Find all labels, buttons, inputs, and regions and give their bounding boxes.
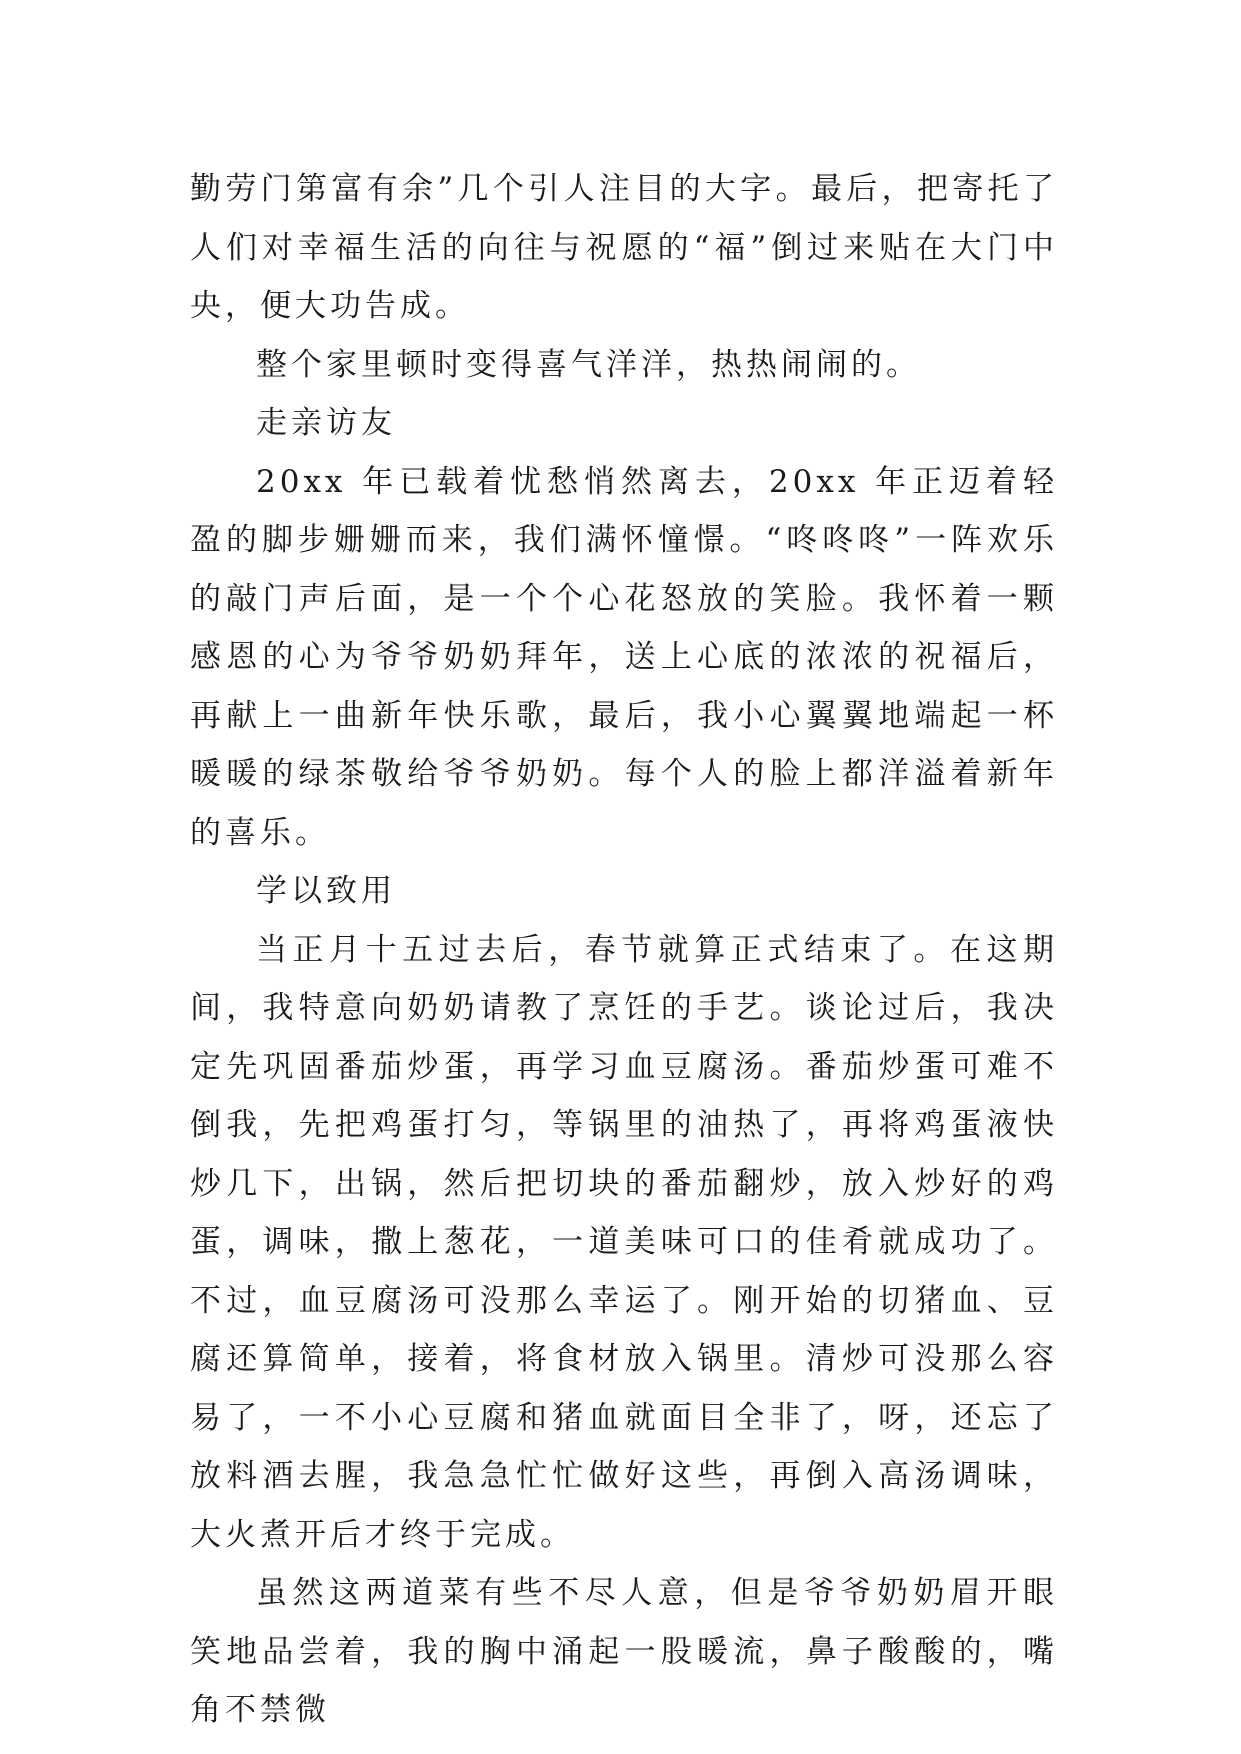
paragraph-reflection: 虽然这两道菜有些不尽人意，但是爷爷奶奶眉开眼笑地品尝着，我的胸中涌起一股暖流，鼻子酸酸的，嘴角不禁微 [190, 1575, 1058, 1728]
paragraph-visiting: 20xx 年已载着忧愁悄然离去，20xx 年正迈着轻盈的脚步姗姗而来，我们满怀憧憬。“咚咚咚”一阵欢乐的敲门声后面，是一个个心花怒放的笑脸。我怀着一颗感恩的心为爷爷奶奶拜年，送上心底的浓浓的祝福后，再献上一曲新年快乐歌，最后，我小心翼翼地端起一杯暖暖的绿茶敬给爷爷奶奶。每个人的脸上都洋溢着新年的喜乐。 [190, 463, 1058, 851]
document-body [190, 160, 1058, 1740]
paragraph-cooking: 当正月十五过去后，春节就算正式结束了。在这期间，我特意向奶奶请教了烹饪的手艺。谈论过后，我决定先巩固番茄炒蛋，再学习血豆腐汤。番茄炒蛋可难不倒我，先把鸡蛋打匀，等锅里的油热了，再将鸡蛋液快炒几下，出锅，然后把切块的番茄翻炒，放入炒好的鸡蛋，调味，撒上葱花，一道美味可口的佳肴就成功了。不过，血豆腐汤可没那么幸运了。刚开始的切猪血、豆腐还算简单，接着，将食材放入锅里。清炒可没那么容易了，一不小心豆腐和猪血就面目全非了，呀，还忘了放料酒去腥，我急急忙忙做好这些，再倒入高汤调味，大火煮开后才终于完成。 [190, 931, 1058, 1553]
paragraph-continuation: 勤劳门第富有余”几个引人注目的大字。最后，把寄托了人们对幸福生活的向往与祝愿的“福”倒过来贴在大门中央，便大功告成。 [190, 171, 1058, 324]
section-heading-visiting: 走亲访友 [256, 405, 396, 441]
section-heading-applying: 学以致用 [256, 873, 396, 909]
paragraph-festive-home: 整个家里顿时变得喜气洋洋，热热闹闹的。 [256, 346, 921, 383]
